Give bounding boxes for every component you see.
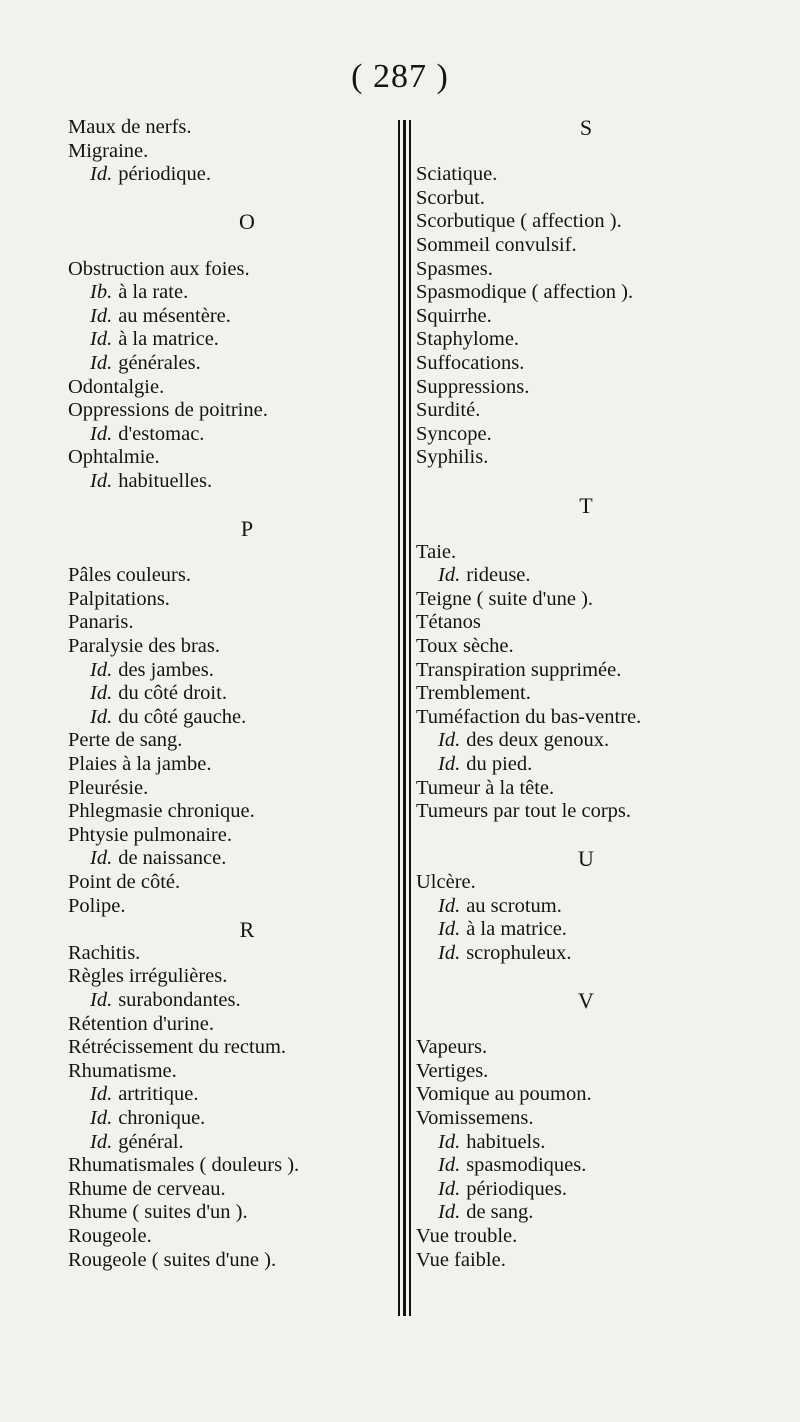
blank-line [416, 517, 746, 541]
subentry-text: habituelles. [118, 469, 213, 492]
subentry-text: du côté droit. [118, 682, 227, 705]
index-entry: Staphylome. [416, 328, 520, 351]
index-entry: Rhumatismales ( douleurs ). [68, 1154, 300, 1177]
blank-line [416, 470, 746, 494]
index-entry: Teigne ( suite d'une ). [416, 587, 594, 610]
index-entry: Suffocations. [416, 351, 525, 374]
index-entry: Tumeurs par tout le corps. [416, 800, 632, 823]
index-subentry [416, 564, 746, 588]
blank-line [68, 494, 386, 518]
subentry-text: artritique. [118, 1083, 199, 1106]
ditto-abbreviation: Id. [438, 729, 461, 752]
index-entry: Transpiration supprimée. [416, 658, 622, 681]
ditto-abbreviation: Id. [438, 753, 461, 776]
index-entry: Tétanos [416, 611, 481, 634]
subentry-text: de naissance. [118, 847, 227, 870]
index-entry: Tremblement. [416, 682, 531, 705]
index-entry: Rhumatisme. [68, 1059, 177, 1082]
index-entry: Syphilis. [416, 446, 489, 469]
index-entry: Pleurésie. [68, 776, 149, 799]
subentry-text: scrophuleux. [466, 941, 572, 964]
index-entry: Rachitis. [68, 941, 141, 964]
ditto-abbreviation: Id. [438, 1177, 461, 1200]
divider-rule-outer-left [398, 120, 400, 1316]
blank-line [416, 140, 746, 164]
subentry-text: surabondantes. [118, 988, 241, 1011]
subentry-text: des jambes. [118, 658, 214, 681]
subentry-text: rideuse. [466, 564, 531, 587]
ditto-abbreviation: Id. [438, 894, 461, 917]
index-entry: Rougeole. [68, 1224, 152, 1247]
index-entry: Obstruction aux foies. [68, 257, 250, 280]
index-entry: Vue faible. [416, 1248, 506, 1271]
letter-heading: U [578, 846, 594, 872]
index-entry: Surdité. [416, 399, 481, 422]
ditto-abbreviation: Id. [90, 1130, 113, 1153]
index-entry: Vomique au poumon. [416, 1083, 592, 1106]
index-column-right [416, 116, 746, 1272]
index-subentry [68, 281, 386, 305]
column-divider [398, 120, 412, 1316]
index-entry: Tuméfaction du bas-ventre. [416, 705, 642, 728]
index-entry: Perte de sang. [68, 729, 183, 752]
index-subentry [416, 1154, 746, 1178]
index-subentry [416, 918, 746, 942]
letter-heading: V [578, 987, 594, 1013]
index-subentry [68, 706, 386, 730]
divider-rule-outer-right [409, 120, 411, 1316]
index-subentry [68, 682, 386, 706]
ditto-abbreviation: Id. [90, 658, 113, 681]
subentry-text: spasmodiques. [466, 1154, 587, 1177]
index-subentry [416, 942, 746, 966]
index-entry: Sommeil convulsif. [416, 233, 577, 256]
index-entry: Scorbutique ( affection ). [416, 210, 622, 233]
index-entry: Paralysie des bras. [68, 635, 220, 658]
subentry-text: général. [118, 1130, 184, 1153]
index-subentry [68, 423, 386, 447]
ditto-abbreviation: Id. [438, 1130, 461, 1153]
ditto-abbreviation: Id. [90, 422, 113, 445]
subentry-text: d'estomac. [118, 422, 205, 445]
index-entry: Palpitations. [68, 587, 170, 610]
ditto-abbreviation: Id. [90, 351, 113, 374]
index-subentry [416, 753, 746, 777]
index-entry: Panaris. [68, 611, 134, 634]
ditto-abbreviation: Id. [90, 988, 113, 1011]
index-subentry [68, 163, 386, 187]
ditto-abbreviation: Id. [90, 705, 113, 728]
subentry-text: du pied. [466, 753, 533, 776]
index-entry: Sciatique. [416, 163, 498, 186]
index-entry: Toux sèche. [416, 635, 514, 658]
index-subentry [68, 1083, 386, 1107]
index-subentry [68, 305, 386, 329]
index-entry: Vertiges. [416, 1059, 489, 1082]
ditto-abbreviation: Ib. [90, 281, 113, 304]
index-entry: Ulcère. [416, 871, 476, 893]
subentry-text: à la matrice. [466, 918, 567, 941]
ditto-abbreviation: Id. [90, 163, 113, 186]
index-subentry [416, 729, 746, 753]
subentry-text: périodique. [118, 163, 211, 186]
index-subentry [68, 659, 386, 683]
index-entry: Odontalgie. [68, 375, 165, 398]
letter-heading: R [239, 917, 255, 943]
index-entry: Polipe. [68, 894, 126, 917]
ditto-abbreviation: Id. [90, 1083, 113, 1106]
subentry-text: habituels. [466, 1130, 546, 1153]
ditto-abbreviation: Id. [438, 564, 461, 587]
index-subentry [416, 1131, 746, 1155]
subentry-text: de sang. [466, 1201, 534, 1224]
index-subentry [68, 328, 386, 352]
index-entry: Tumeur à la tête. [416, 776, 555, 799]
ditto-abbreviation: Id. [438, 918, 461, 941]
index-entry: Pâles couleurs. [68, 564, 191, 587]
index-entry: Rhume ( suites d'un ). [68, 1201, 248, 1224]
blank-line [68, 187, 386, 211]
index-subentry [416, 1178, 746, 1202]
index-subentry [68, 1131, 386, 1155]
index-entry: Vue trouble. [416, 1224, 518, 1247]
subentry-text: périodiques. [466, 1177, 567, 1200]
divider-rule-center [403, 120, 406, 1316]
blank-line [68, 541, 386, 565]
index-entry: Migraine. [68, 139, 149, 162]
blank-line [416, 824, 746, 848]
blank-line [416, 1013, 746, 1037]
letter-heading: S [579, 115, 593, 140]
index-subentry [416, 895, 746, 919]
letter-heading: P [240, 516, 254, 542]
index-entry: Phlegmasie chronique. [68, 800, 255, 823]
subentry-text: chronique. [118, 1106, 206, 1129]
index-subentry [68, 989, 386, 1013]
index-entry: Maux de nerfs. [68, 116, 192, 138]
index-entry: Taie. [416, 540, 457, 563]
subentry-text: générales. [118, 351, 201, 374]
letter-heading: O [239, 209, 255, 235]
index-entry: Squirrhe. [416, 304, 492, 327]
index-entry: Rhume de cerveau. [68, 1177, 226, 1200]
blank-line [416, 965, 746, 989]
index-entry: Syncope. [416, 422, 492, 445]
ditto-abbreviation: Id. [438, 941, 461, 964]
index-entry: Spasmodique ( affection ). [416, 281, 634, 304]
letter-heading: T [579, 492, 593, 518]
ditto-abbreviation: Id. [90, 304, 113, 327]
index-entry: Oppressions de poitrine. [68, 399, 268, 422]
index-entry: Phtysie pulmonaire. [68, 823, 232, 846]
index-entry: Rougeole ( suites d'une ). [68, 1248, 277, 1271]
index-subentry [68, 847, 386, 871]
subentry-text: à la rate. [118, 281, 189, 304]
ditto-abbreviation: Id. [90, 682, 113, 705]
subentry-text: au scrotum. [466, 894, 562, 917]
page-number: ( 287 ) [351, 58, 449, 95]
ditto-abbreviation: Id. [90, 847, 113, 870]
index-entry: Ophtalmie. [68, 446, 160, 469]
index-subentry [68, 352, 386, 376]
index-entry: Vomissemens. [416, 1106, 534, 1129]
subentry-text: du côté gauche. [118, 705, 247, 728]
index-entry: Scorbut. [416, 186, 485, 209]
index-subentry [68, 470, 386, 494]
index-entry: Suppressions. [416, 375, 530, 398]
index-entry: Rétrécissement du rectum. [68, 1036, 287, 1059]
ditto-abbreviation: Id. [90, 328, 113, 351]
blank-line [68, 234, 386, 258]
index-entry: Vapeurs. [416, 1036, 488, 1059]
index-column-left [68, 116, 386, 1272]
subentry-text: à la matrice. [118, 328, 219, 351]
index-entry: Plaies à la jambe. [68, 753, 212, 776]
index-entry: Règles irrégulières. [68, 965, 228, 988]
subentry-text: au mésentère. [118, 304, 231, 327]
ditto-abbreviation: Id. [90, 469, 113, 492]
index-entry: Spasmes. [416, 257, 493, 280]
index-subentry [416, 1201, 746, 1225]
index-entry: Rétention d'urine. [68, 1012, 215, 1035]
ditto-abbreviation: Id. [438, 1154, 461, 1177]
index-entry: Point de côté. [68, 871, 181, 893]
ditto-abbreviation: Id. [438, 1201, 461, 1224]
subentry-text: des deux genoux. [466, 729, 610, 752]
index-subentry [68, 1107, 386, 1131]
ditto-abbreviation: Id. [90, 1106, 113, 1129]
